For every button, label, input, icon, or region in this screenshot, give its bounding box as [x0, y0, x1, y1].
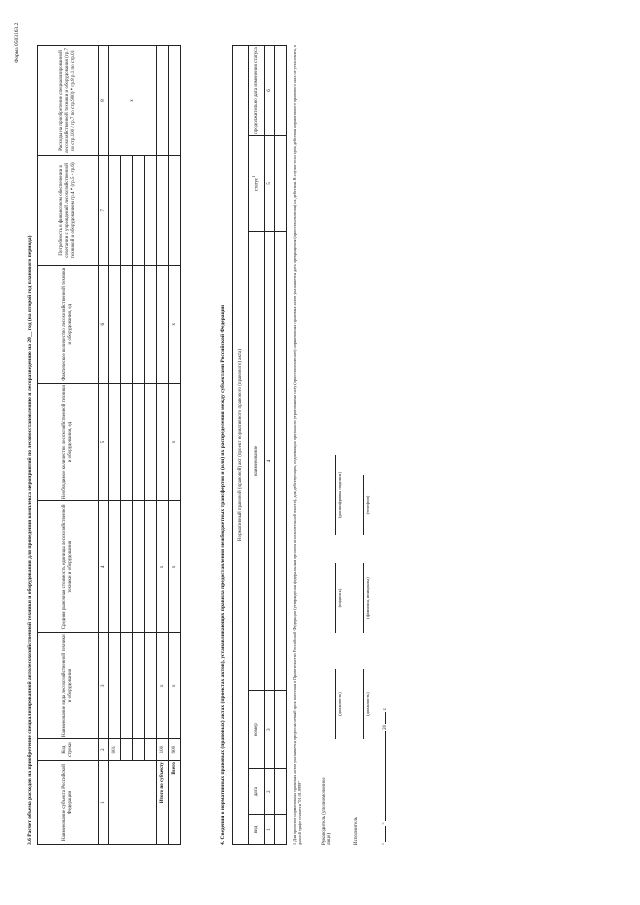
sign-line [335, 669, 336, 739]
row-code: 001 [109, 739, 121, 761]
subject-cell [109, 761, 157, 845]
cell [145, 155, 157, 265]
cell [275, 815, 287, 845]
cell [275, 769, 287, 815]
caption-decode: (расшифровка подписи) [337, 472, 342, 518]
cell [275, 46, 287, 136]
header-status: статус$^1$ [249, 135, 265, 231]
col-num: 7 [99, 155, 109, 265]
cell-x: x [169, 633, 181, 739]
cell [133, 265, 145, 383]
cell [133, 633, 145, 739]
cell [157, 155, 169, 265]
cell [109, 501, 121, 633]
total-subject-label: Итого по субъекту [157, 761, 169, 845]
cell [145, 265, 157, 383]
col-num: 1 [265, 815, 275, 845]
acts-table [232, 45, 287, 845]
col-num: 6 [99, 265, 109, 383]
cell [169, 155, 181, 265]
col-num: 3 [265, 691, 275, 769]
cell [157, 46, 169, 156]
header-avg-cost: Средняя рыночная стоимость единицы лесохозяйственной техники и оборудования [38, 501, 99, 633]
caption-fio: (фамилия, инициалы) [365, 577, 370, 619]
caption-position: (должность) [337, 692, 342, 716]
sign-line [363, 563, 364, 633]
cell [275, 135, 287, 231]
header-subject: Наименование субъекта Российской Федерации [38, 761, 99, 845]
cell [169, 46, 181, 156]
sign-line [363, 669, 364, 739]
cell [109, 633, 121, 739]
col-num: 3 [99, 633, 109, 739]
cell [157, 265, 169, 383]
col-num: 1 [99, 761, 109, 845]
sign-line [335, 563, 336, 633]
cell-x: x [169, 383, 181, 501]
col-num: 2 [99, 739, 109, 761]
section-4-title: 4. Сведения о нормативных правовых (правовых) актах (проектах актов), устанавливающих правила предоставления межбюджетных трансфертов и (или) их распределения между субъектами Российской Федерации [220, 304, 226, 845]
cell [145, 633, 157, 739]
code-100: 100 [157, 739, 169, 761]
section-title: 3.6 Расчет объема расходов на приобретение специализированной автолесохозяйственной техники и оборудования для проведения комплекса мероприятий по лесовосстановлению и лесоразведению на 20__ год (на второй год планового периода) [27, 235, 33, 845]
header-kind: Наименование вида лесохозяйственной техники и оборудования [38, 633, 99, 739]
header-status-date: продолжительно дата изменения статуса [249, 46, 265, 136]
cell [121, 155, 133, 265]
col-num: 8 [99, 46, 109, 156]
col-num: 5 [265, 135, 275, 231]
acts-group-header: Нормативный правовой (правовой) акт (проект нормативного правового (правового) акта) [233, 46, 249, 845]
cell [133, 501, 145, 633]
cell-x: x [169, 265, 181, 383]
cell [109, 155, 121, 265]
header-name: наименование [249, 231, 265, 690]
col-num: 5 [99, 383, 109, 501]
caption-position-2: (должность) [365, 692, 370, 716]
cell-x: x [109, 46, 157, 156]
caption-signature: (подпись) [337, 588, 342, 608]
cell [133, 739, 145, 761]
code-900: 900 [169, 739, 181, 761]
cell [109, 265, 121, 383]
header-needed-qty: Необходимое количество лесохозяйственной техники и оборудования, ед [38, 383, 99, 501]
header-expenses: Расходы на приобретение специализированной лесохозяйственной техники и оборудования (гр.7 по стр.100 / гр.7 по стр.900) * гр.8 р.1 по стр.01 [38, 46, 99, 156]
cell [275, 691, 287, 769]
cell [145, 501, 157, 633]
header-need-finance: Потребность в финансовом обеспечении в сочетании с учреждений лесохозяйственной техникой и оборудованием гр.4 * (гр.5 - гр.6) [38, 155, 99, 265]
col-num: 6 [265, 46, 275, 136]
date-line: " " 20 г. [383, 707, 388, 845]
header-code: Код строки [38, 739, 99, 761]
cell [145, 739, 157, 761]
cell [145, 383, 157, 501]
executor-label: Исполнитель [354, 817, 359, 845]
cell [121, 501, 133, 633]
cell-x: x [169, 501, 181, 633]
cell [133, 383, 145, 501]
footnote: 1 Для проектов нормативных правовых актов указывается предполагаемый срок внесения в Правительство Российской Федерации (утверждения федеральным органом исполнительной власти), для действующих, подлежащих признанию утратившими силу (приостановлению) нормативных правовых актов указывается дата прекращения (приостановления) их действия. В случае если срок действия нормативного правового акта не установлен, в данной графе ставится "01.01.9999" [292, 45, 303, 845]
sign-line [363, 475, 364, 535]
cell [109, 383, 121, 501]
expenses-table [37, 45, 181, 845]
header-number: номер [249, 691, 265, 769]
cell [121, 265, 133, 383]
header-actual-qty: Фактическое количество лесохозяйственной техники и оборудования, ед [38, 265, 99, 383]
cell [133, 155, 145, 265]
cell [121, 739, 133, 761]
form-label: Форма 0503163.2 [14, 22, 20, 63]
total-label: Всего [169, 761, 181, 845]
cell-x: x [157, 501, 169, 633]
caption-phone: (телефон) [365, 495, 370, 515]
cell [121, 383, 133, 501]
sign-line [335, 455, 336, 535]
col-num: 2 [265, 769, 275, 815]
cell-x: x [157, 633, 169, 739]
cell [157, 383, 169, 501]
header-date: дата [249, 769, 265, 815]
col-num: 4 [265, 231, 275, 690]
col-num: 4 [99, 501, 109, 633]
cell [275, 231, 287, 690]
cell [121, 633, 133, 739]
head-label: Руководитель (уполномоченное лицо) [322, 777, 332, 845]
header-kind: вид [249, 815, 265, 845]
